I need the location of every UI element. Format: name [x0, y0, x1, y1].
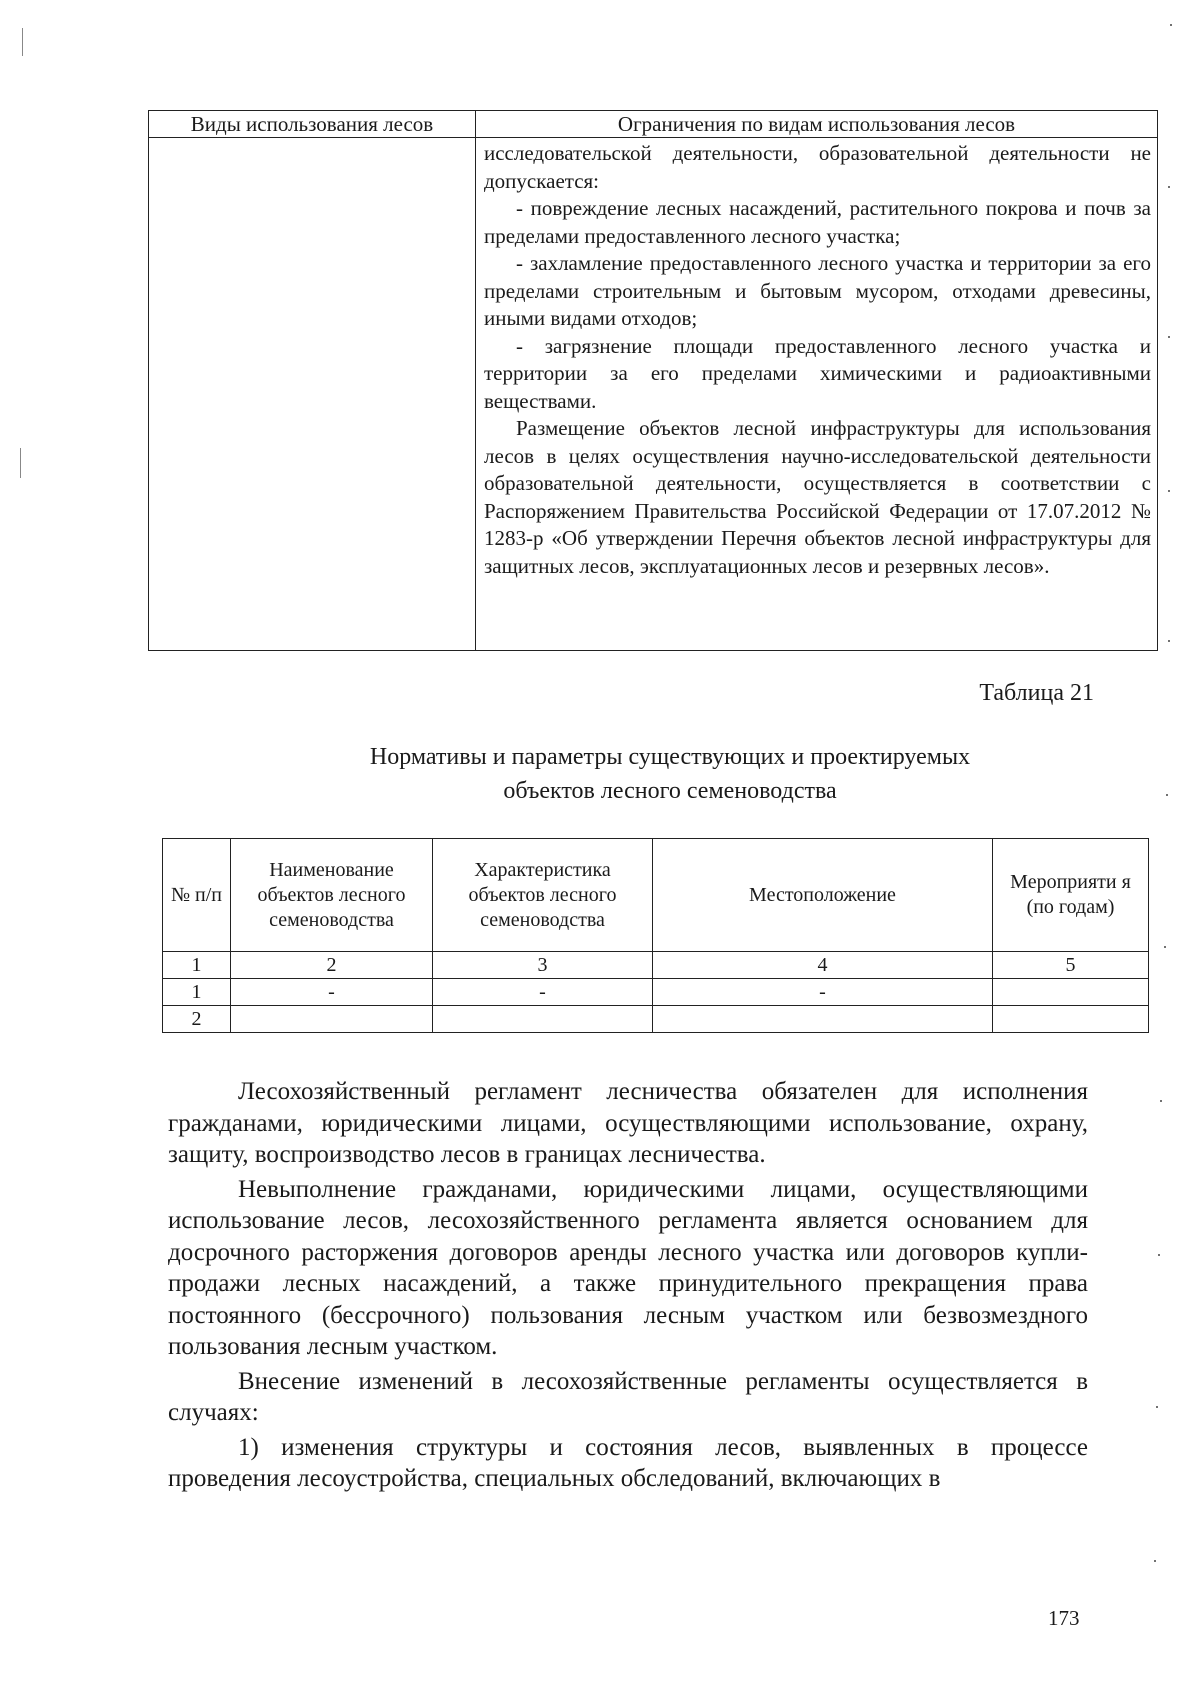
table-row	[163, 979, 1149, 1006]
header-usage-types: Виды использования лесов	[149, 111, 476, 138]
table-cell	[993, 979, 1149, 1006]
scan-dot	[1168, 186, 1170, 188]
table-title	[0, 740, 1200, 808]
seed-objects-table	[162, 838, 1149, 1033]
table-row	[163, 952, 1149, 979]
body-paragraph: Лесохозяйственный регламент лесничества обязателен для исполнения гражданами, юридическими лицами, осуществляющими использование, охрану, защиту, воспроизводство лесов в границах лесничества.	[168, 1078, 1088, 1168]
col-header-number: № п/п	[163, 839, 231, 952]
body-text	[168, 1076, 1088, 1498]
col-header-measures: Мероприяти я (по годам)	[993, 839, 1149, 952]
table-cell	[231, 1006, 433, 1033]
restriction-paragraph: исследовательской деятельности, образовательной деятельности не допускается:	[484, 141, 1151, 193]
body-paragraph: 1) изменения структуры и состояния лесов, выявленных в процессе проведения лесоустройства, специальных обследований, включающих в	[168, 1433, 1088, 1492]
table-cell	[433, 1006, 653, 1033]
col-header-characteristics: Характеристика объектов лесного семеноводства	[433, 839, 653, 952]
table-cell: 1	[163, 952, 231, 979]
table-cell: 4	[653, 952, 993, 979]
scan-dot	[1164, 946, 1166, 948]
table-cell: -	[231, 979, 433, 1006]
scan-dot	[1168, 490, 1170, 492]
table-cell: 1	[163, 979, 231, 1006]
scan-dot	[1168, 640, 1170, 642]
table-cell: -	[653, 979, 993, 1006]
header-restrictions: Ограничения по видам использования лесов	[476, 111, 1158, 138]
col-header-name: Наименование объектов лесного семеноводства	[231, 839, 433, 952]
restriction-paragraph: - повреждение лесных насаждений, растительного покрова и почв за пределами предоставленного лесного участка;	[484, 196, 1151, 248]
scan-dot	[1154, 1560, 1156, 1562]
restrictions-cell	[476, 138, 1158, 651]
table-cell: 3	[433, 952, 653, 979]
body-paragraph: Внесение изменений в лесохозяйственные регламенты осуществляется в случаях:	[168, 1367, 1088, 1426]
scan-dot	[1168, 336, 1170, 338]
restriction-paragraph: - загрязнение площади предоставленного лесного участка и территории за его пределами химическими и радиоактивными веществами.	[484, 333, 1151, 413]
table-cell: -	[433, 979, 653, 1006]
scan-dot	[1160, 1100, 1162, 1102]
scan-dot	[1170, 24, 1172, 26]
page-number: 173	[1048, 1606, 1080, 1630]
table-cell: 2	[231, 952, 433, 979]
restriction-paragraph: - захламление предоставленного лесного участка и территории за его пределами строительным и бытовым мусором, отходами древесины, иными видами отходов;	[484, 251, 1151, 330]
scan-dot	[1158, 1254, 1160, 1256]
col-header-location: Местоположение	[653, 839, 993, 952]
table-cell	[653, 1006, 993, 1033]
table-cell: 2	[163, 1006, 231, 1033]
restrictions-table	[148, 110, 1158, 651]
table-cell: 5	[993, 952, 1149, 979]
body-paragraph: Невыполнение гражданами, юридическими лицами, осуществляющими использование лесов, лесохозяйственного регламента является основанием для досрочного расторжения договоров аренды лесного участка или договоров купли-продажи лесных насаждений, а также принудительного прекращения права постоянного (бессрочного) пользования лесным участком или безвозмездного пользования лесным участком.	[168, 1175, 1088, 1360]
table-cell	[993, 1006, 1149, 1033]
table-label: Таблица 21	[979, 680, 1094, 706]
table-title-line-1: Нормативы и параметры существующих и проектируемых	[369, 744, 971, 770]
restriction-paragraph: Размещение объектов лесной инфраструктуры для использования лесов в целях осуществления научно-исследовательской деятельности образовательной деятельности, осуществляется в соответствии с Распоряжением Правительства Российской Федерации от 17.07.2012 № 1283-р «Об утверждении Перечня объектов лесной инфраструктуры для защитных лесов, эксплуатационных лесов и резервных лесов».	[484, 416, 1151, 578]
table-title-line-2: объектов лесного семеноводства	[503, 778, 837, 804]
table-row	[163, 1006, 1149, 1033]
scan-mark	[20, 448, 21, 478]
scan-mark	[22, 28, 23, 56]
scan-dot	[1156, 1406, 1158, 1408]
usage-type-cell	[149, 138, 476, 651]
